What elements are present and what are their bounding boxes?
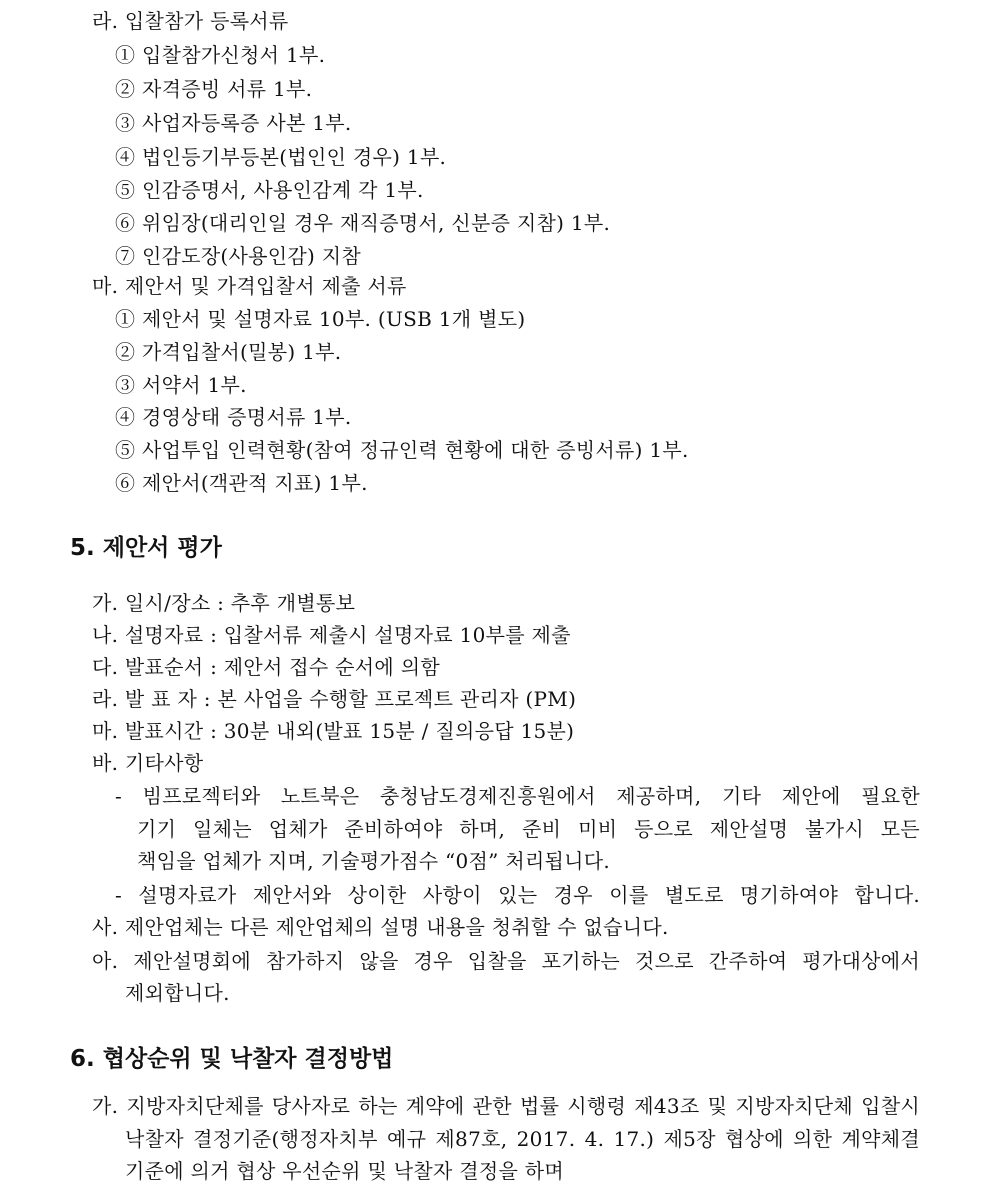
paragraph-line: 낙찰자 결정기준(행정자치부 예규 제87호, 2017. 4. 17.) 제5장 협상에 의한 계약체결 xyxy=(125,1127,920,1151)
list-item: 다. 발표순서 : 제안서 접수 순서에 의함 xyxy=(92,655,440,679)
section-title-6: 6. 협상순위 및 낙찰자 결정방법 xyxy=(70,1046,394,1072)
list-item: ③ 서약서 1부. xyxy=(115,373,247,397)
list-item: ⑥ 위임장(대리인일 경우 재직증명서, 신분증 지참) 1부. xyxy=(115,211,611,235)
list-item: ⑦ 인감도장(사용인감) 지참 xyxy=(115,244,362,268)
paragraph-line: 가. 지방자치단체를 당사자로 하는 계약에 관한 법률 시행령 제43조 및 지방자치단체 입찰시 xyxy=(92,1094,920,1118)
list-item: ① 입찰참가신청서 1부. xyxy=(115,43,326,67)
list-item: ⑤ 인감증명서, 사용인감계 각 1부. xyxy=(115,178,424,202)
list-item: ② 자격증빙 서류 1부. xyxy=(115,77,313,101)
list-item: 나. 설명자료 : 입찰서류 제출시 설명자료 10부를 제출 xyxy=(92,623,571,647)
list-item: 사. 제안업체는 다른 제안업체의 설명 내용을 청취할 수 없습니다. xyxy=(92,915,669,939)
paragraph-line: 아. 제안설명회에 참가하지 않을 경우 입찰을 포기하는 것으로 간주하여 평가대상에서 xyxy=(92,949,920,973)
list-item: ① 제안서 및 설명자료 10부. (USB 1개 별도) xyxy=(115,307,526,331)
list-item: ④ 경영상태 증명서류 1부. xyxy=(115,405,352,429)
list-item: 바. 기타사항 xyxy=(92,751,204,775)
list-item: ⑥ 제안서(객관적 지표) 1부. xyxy=(115,471,368,495)
list-item: ③ 사업자등록증 사본 1부. xyxy=(115,111,352,135)
list-item: ② 가격입찰서(밀봉) 1부. xyxy=(115,340,342,364)
etc-paragraph-line: 기기 일체는 업체가 준비하여야 하며, 준비 미비 등으로 제안설명 불가시 모든 xyxy=(137,817,920,841)
etc-paragraph-line: - 빔프로젝터와 노트북은 충청남도경제진흥원에서 제공하며, 기타 제안에 필요한 xyxy=(115,784,920,808)
list-item: ④ 법인등기부등본(법인인 경우) 1부. xyxy=(115,145,447,169)
sub-heading-la: 라. 입찰참가 등록서류 xyxy=(92,9,289,33)
section-title-5: 5. 제안서 평가 xyxy=(70,535,222,561)
list-item: 가. 일시/장소 : 추후 개별통보 xyxy=(92,591,356,615)
list-item: ⑤ 사업투입 인력현황(참여 정규인력 현황에 대한 증빙서류) 1부. xyxy=(115,438,689,462)
etc-paragraph-line: 책임을 업체가 지며, 기술평가점수 “0점” 처리됩니다. xyxy=(137,849,611,873)
sub-heading-ma: 마. 제안서 및 가격입찰서 제출 서류 xyxy=(92,274,407,298)
paragraph-line: 기준에 의거 협상 우선순위 및 낙찰자 결정을 하며 xyxy=(125,1159,565,1183)
etc-paragraph-line: - 설명자료가 제안서와 상이한 사항이 있는 경우 이를 별도로 명기하여야 합니다. xyxy=(115,883,920,907)
list-item: 라. 발 표 자 : 본 사업을 수행할 프로젝트 관리자 (PM) xyxy=(92,687,577,711)
list-item: 마. 발표시간 : 30분 내외(발표 15분 / 질의응답 15분) xyxy=(92,719,575,743)
paragraph-line: 제외합니다. xyxy=(125,981,230,1005)
